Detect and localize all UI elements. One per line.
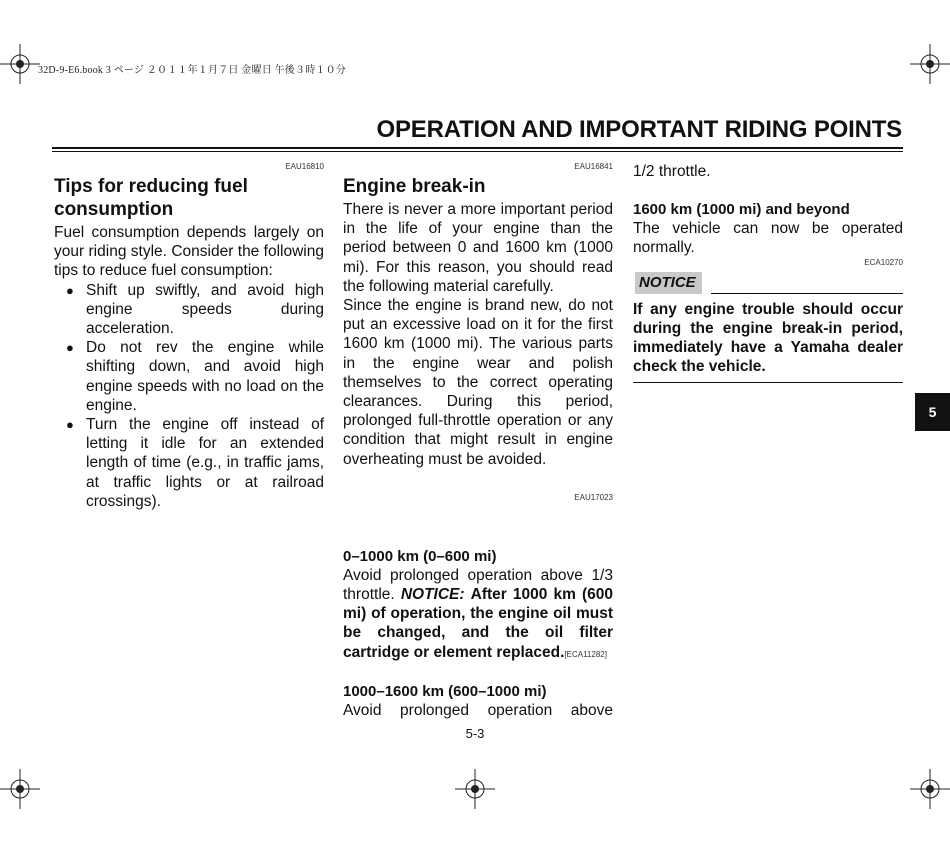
bullet-icon: ● [66, 340, 74, 356]
notice-text: If any engine trouble should occur during the engine break-in period, immediately have a Yamaha dealer check the vehicle. [633, 300, 903, 376]
notice-label: NOTICE [635, 272, 702, 294]
sub3-text: The vehicle can now be operated normally. [633, 220, 903, 257]
sub1-instruction: Avoid prolonged operation above 1/3 throttle. [343, 566, 613, 604]
notice-rule [711, 293, 903, 294]
section-heading-fuel: Tips for reducing fuel consumption [54, 176, 248, 220]
subheading-1600-beyond: 1600 km (1000 mi) and beyond [633, 201, 850, 219]
tip-text: Shift up swiftly, and avoid high engine speeds during acceleration. [86, 281, 324, 338]
title-rule [52, 147, 903, 149]
fuel-intro: Fuel consumption depends largely on your riding style. Consider the following tips to reduce fuel consumption: [54, 224, 324, 280]
page-number: 5-3 [465, 726, 485, 741]
notice-inline-text: After 1000 km (600 mi) of operation, the engine oil must be changed, and the oil filter cartridge or element replaced. [343, 586, 614, 661]
registration-mark-icon [910, 44, 950, 84]
continued-text: 1/2 throttle. [633, 163, 711, 180]
reference-code: EAU16841 [574, 162, 613, 171]
notice-inline-label: NOTICE: [400, 586, 465, 604]
section-heading-break-in: Engine break-in [343, 176, 486, 197]
notice-rule [633, 382, 903, 383]
column-continued [633, 162, 903, 383]
registration-mark-icon [455, 769, 495, 809]
print-header: 32D-9-E6.book 3 ページ ２０１１年１月７日 金曜日 午後３時１０分 [38, 65, 346, 76]
page-title: OPERATION AND IMPORTANT RIDING POINTS [376, 116, 902, 143]
list-item [66, 338, 324, 415]
subheading-1000-1600: 1000–1600 km (600–1000 mi) [343, 682, 547, 700]
reference-code: EAU16810 [285, 162, 324, 171]
chapter-tab: 5 [915, 393, 950, 431]
break-in-para2: Since the engine is brand new, do not put an excessive load on it for the first 1600 km (1000 mi). The various parts in the engine wear and polish themselves to the correct operating clearances. During this period, prolonged full-throttle operation or any condition that might result in engine overheating must be avoided. [343, 297, 613, 468]
tip-text: Turn the engine off instead of letting it idle for an extended length of time (e.g., in traffic jams, at traffic lights or at railroad crossings). [86, 416, 324, 510]
reference-code: EAU17023 [574, 492, 613, 502]
title-rule [52, 151, 903, 152]
sub1-text [343, 566, 613, 664]
registration-mark-icon [910, 769, 950, 809]
column-break-in [343, 162, 613, 720]
list-item [66, 281, 324, 339]
reference-code: [ECA11282] [564, 649, 607, 659]
sub2-text: Avoid prolonged operation above [343, 701, 613, 719]
tip-text: Do not rev the engine while shifting down, and avoid high engine speeds with no load on the engine. [86, 339, 324, 414]
bullet-icon: ● [66, 282, 74, 298]
registration-mark-icon [0, 44, 40, 84]
subheading-0-1000: 0–1000 km (0–600 mi) [343, 547, 497, 565]
break-in-para1: There is never a more important period in the life of your engine than the period between 0 and 1600 km (1000 mi). For this reason, you should read the following material carefully. [343, 201, 613, 295]
bullet-icon: ● [66, 417, 74, 433]
column-fuel-tips [54, 162, 324, 511]
tips-list [54, 281, 324, 511]
registration-mark-icon [0, 769, 40, 809]
reference-code: ECA10270 [864, 257, 903, 267]
list-item [66, 415, 324, 511]
notice-header [633, 272, 903, 296]
